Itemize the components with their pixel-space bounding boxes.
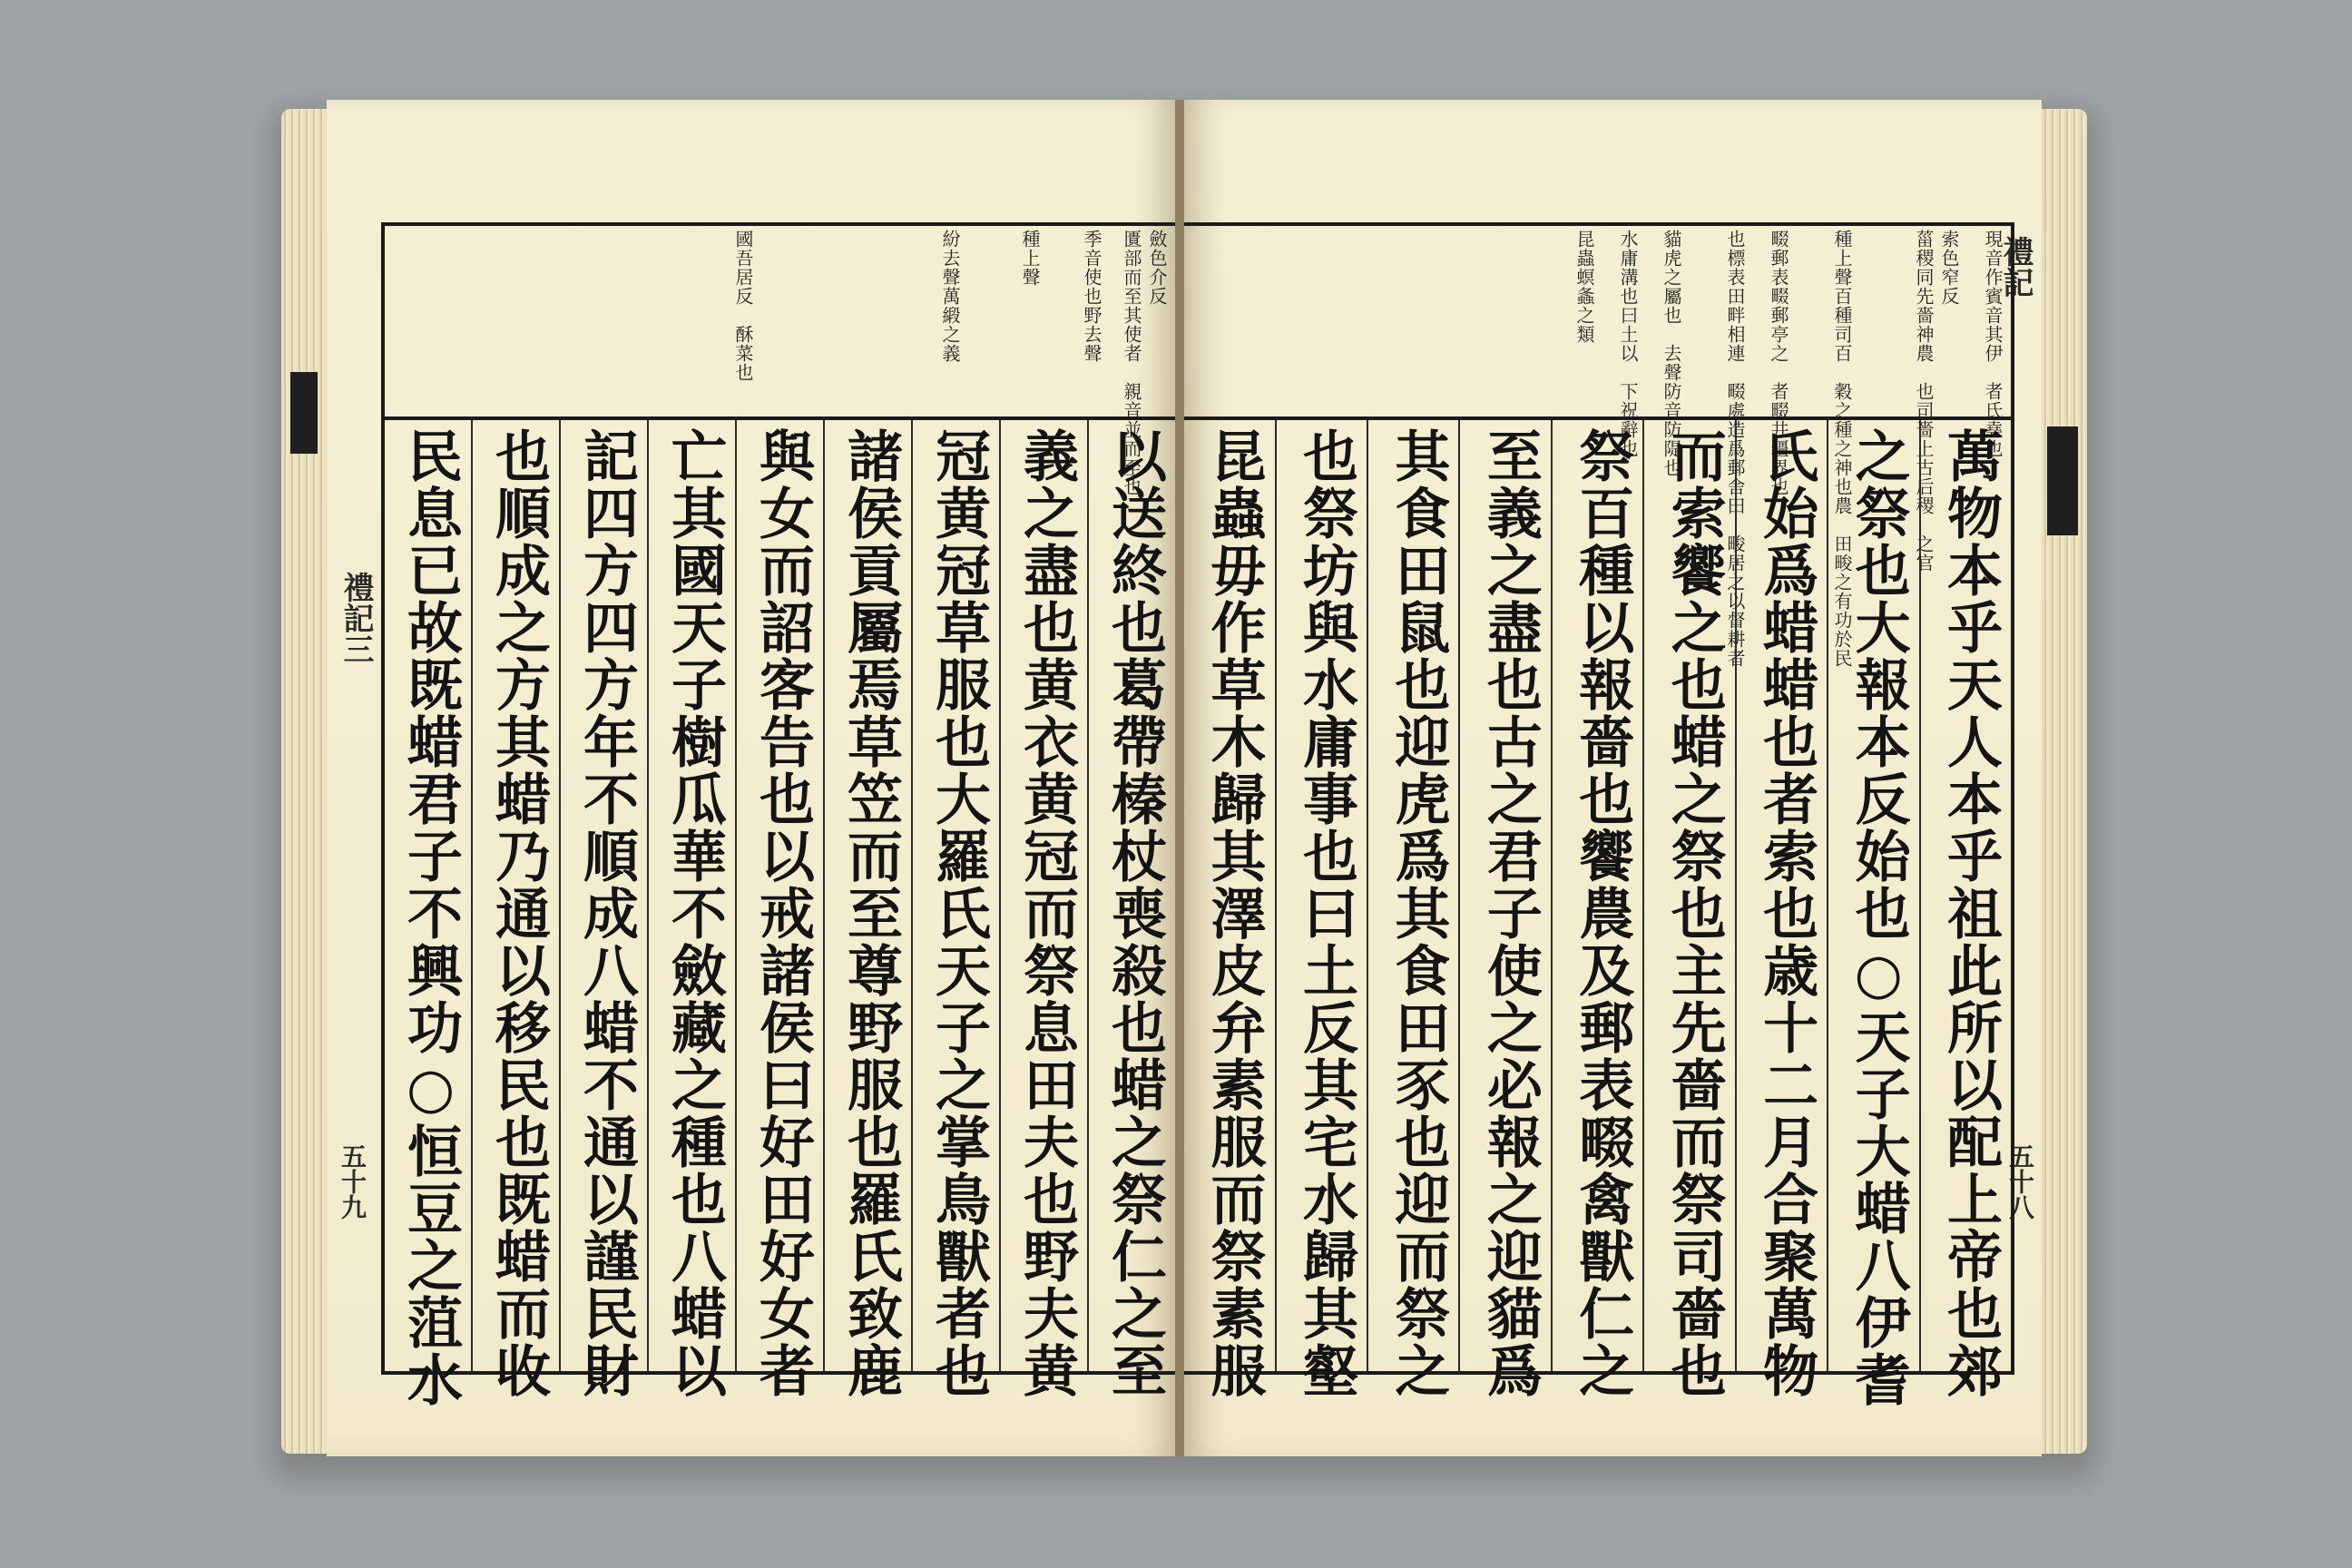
right-annotations [1184, 226, 2011, 668]
annotation: 水庸溝也曰土以 下祝辭也 [1617, 230, 1639, 458]
annotation: 匱部而至其使者 親音並而至也 [1121, 230, 1142, 496]
open-book [281, 100, 2087, 1470]
text-column: 以送終也葛帶榛杖喪殺也蜡之祭仁之至 [1087, 420, 1175, 1371]
text-column: 昆蟲毋作草木歸其澤皮弁素服而祭素服 [1201, 427, 1267, 1399]
annotation: 現音作賓音其伊 者氏堯也 [1982, 230, 2004, 458]
text-column: 至義之盡也古之君子使之必報之迎貓爲 [1458, 420, 1550, 1371]
left-page [327, 100, 1175, 1456]
annotation: 斂色介反 [1146, 230, 1168, 306]
text-column: 冠黄冠草服也大羅氏天子之掌鳥獸者也 [911, 420, 999, 1371]
annotation: 紛去聲萬緞之義 [939, 230, 961, 363]
annotation: 種上聲 [1019, 230, 1041, 287]
annotation: 國吾居反 酥菜也 [732, 230, 754, 382]
right-page-number: 五十八 [2005, 1143, 2035, 1220]
page-edges-right [2034, 109, 2087, 1454]
left-main-text [385, 420, 1175, 1408]
annotation: 種上聲百種司百 穀之種之神也農 田畯之有功於民 [1831, 230, 1853, 668]
annotation: 貓虎之屬也 去聲防音防隄也 [1661, 230, 1682, 477]
annotation: 菑稷同先嗇神農 也司嗇上古后稷 之官 [1913, 230, 1935, 573]
right-main-text [1184, 420, 2011, 1408]
annotation: 昆蟲螟螽之類 [1573, 230, 1595, 344]
left-margin-title: 禮記三 [338, 572, 374, 664]
book-gutter [1175, 100, 1184, 1456]
text-column: 亡其國天子樹瓜華不斂藏之種也八蜡以 [647, 420, 735, 1371]
left-page-number: 五十九 [338, 1143, 368, 1220]
left-text-frame [381, 222, 1175, 1408]
text-column: 也祭坊與水庸事也曰土反其宅水歸其壑 [1275, 420, 1367, 1371]
annotation: 季音使也野去聲 [1081, 230, 1102, 363]
text-column: 義之盡也黄衣黄冠而祭息田夫也野夫黄 [999, 420, 1087, 1371]
text-column: 民息已故既蜡君子不興功○恒豆之菹水 [398, 427, 463, 1408]
right-margin-title: 禮記 [1997, 236, 2034, 298]
text-column: 萬物本乎天人本乎祖此所以配上帝也郊 [1919, 420, 2011, 1371]
right-text-frame [1184, 222, 2014, 1408]
annotation: 畷郵表畷郵亭之 者畷井疆界也 [1768, 230, 1789, 496]
text-column: 祭百種以報嗇也饗農及郵表畷禽獸仁之 [1551, 420, 1642, 1371]
text-column: 與女而詔客告也以戒諸侯曰好田好女者 [735, 420, 823, 1371]
right-page [1184, 100, 2042, 1456]
annotation: 也標表田畔相連 畷處造爲郵舍田 畯居之以督耕者 [1724, 230, 1746, 668]
text-column: 而索饗之也蜡之祭也主先嗇而祭司嗇也 [1642, 420, 1734, 1371]
text-column: 其食田鼠也迎虎爲其食田豕也迎而祭之 [1367, 420, 1458, 1371]
text-column: 之祭也大報本反始也○天子大蜡八伊耆 [1827, 420, 1918, 1371]
text-column: 諸侯貢屬焉草笠而至尊野服也羅氏致鹿 [823, 420, 911, 1371]
annotation: 索色窄反 [1938, 230, 1960, 306]
left-annotations [385, 226, 1175, 496]
text-column: 也順成之方其蜡乃通以移民也既蜡而收 [471, 420, 559, 1371]
text-column: 記四方四方年不順成八蜡不通以謹民財 [559, 420, 647, 1371]
edge-mark [2047, 426, 2078, 535]
text-column: 氏始爲蜡蜡也者索也歳十二月合聚萬物 [1735, 420, 1827, 1371]
edge-mark [290, 372, 318, 454]
